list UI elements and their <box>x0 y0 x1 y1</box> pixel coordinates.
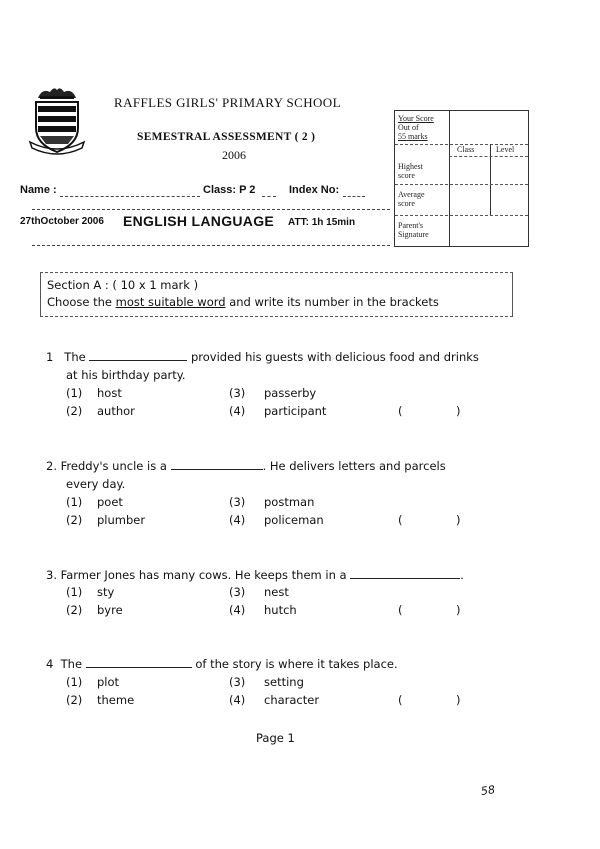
answer-blank[interactable] <box>171 459 263 470</box>
answer-bracket-close[interactable]: ) <box>456 603 461 617</box>
page-number: Page 1 <box>256 731 295 745</box>
answer-bracket-close[interactable]: ) <box>456 404 461 418</box>
total-marks-label: 55 marks <box>398 132 428 141</box>
level-column-header: Level <box>496 145 515 154</box>
option-text: participant <box>264 404 327 418</box>
average-score-label-2: score <box>398 199 415 208</box>
parent-signature-label: Parent's <box>398 221 423 230</box>
exam-subject: ENGLISH LANGUAGE <box>123 213 275 229</box>
answer-bracket-open[interactable]: ( <box>398 404 403 418</box>
divider-line <box>32 209 390 210</box>
index-label: Index No: <box>289 184 340 196</box>
school-crest-logo <box>28 84 86 156</box>
option-text: author <box>97 404 135 418</box>
your-score-label: Your Score <box>398 114 434 123</box>
option-text: character <box>264 693 320 707</box>
assessment-title: SEMESTRAL ASSESSMENT ( 2 ) <box>137 131 316 143</box>
parent-signature-label-2: Signature <box>398 230 429 239</box>
score-table <box>394 110 529 247</box>
average-score-label: Average <box>398 190 425 199</box>
answer-bracket-open[interactable]: ( <box>398 693 403 707</box>
handwritten-mark: 58 <box>480 783 496 798</box>
option-text: passerby <box>264 386 317 400</box>
option-text: byre <box>97 603 123 617</box>
question-2: 2. Freddy's uncle is a . He delivers letters and parcels <box>46 459 446 473</box>
question-3: 3. Farmer Jones has many cows. He keeps them in a . <box>46 568 464 582</box>
option-number: (3) <box>229 495 246 509</box>
exam-duration: ATT: 1h 15min <box>288 217 356 228</box>
assessment-year: 2006 <box>222 148 246 162</box>
answer-blank[interactable] <box>86 657 192 668</box>
class-field[interactable] <box>262 196 276 197</box>
option-number: (4) <box>229 603 246 617</box>
name-field[interactable] <box>60 196 200 197</box>
option-number: (4) <box>229 693 246 707</box>
option-number: (1) <box>66 386 83 400</box>
name-label: Name : <box>20 184 57 196</box>
option-text: poet <box>97 495 123 509</box>
answer-blank[interactable] <box>89 350 187 361</box>
option-number: (2) <box>66 404 83 418</box>
option-text: sty <box>97 585 115 599</box>
option-text: nest <box>264 585 289 599</box>
answer-bracket-close[interactable]: ) <box>456 693 461 707</box>
option-number: (3) <box>229 386 246 400</box>
question-1: 1 The provided his guests with delicious food and drinks <box>46 350 479 364</box>
option-text: policeman <box>264 513 324 527</box>
out-of-label: Out of <box>398 123 419 132</box>
index-field[interactable] <box>343 196 365 197</box>
option-number: (2) <box>66 693 83 707</box>
exam-date: 27thOctober 2006 <box>20 216 104 227</box>
class-column-header: Class <box>457 145 475 154</box>
answer-bracket-open[interactable]: ( <box>398 513 403 527</box>
option-number: (2) <box>66 603 83 617</box>
option-number: (3) <box>229 585 246 599</box>
section-title: Section A : ( 10 x 1 mark ) <box>47 278 199 292</box>
option-text: hutch <box>264 603 297 617</box>
school-name: RAFFLES GIRLS' PRIMARY SCHOOL <box>114 95 341 110</box>
question-1-line-2: at his birthday party. <box>66 368 186 382</box>
option-number: (1) <box>66 675 83 689</box>
option-number: (4) <box>229 404 246 418</box>
option-text: plot <box>97 675 120 689</box>
option-number: (2) <box>66 513 83 527</box>
question-2-line-2: every day. <box>66 477 126 491</box>
option-text: theme <box>97 693 135 707</box>
option-text: host <box>97 386 122 400</box>
class-label: Class: P 2 <box>203 184 256 196</box>
highest-score-label: Highest <box>398 162 423 171</box>
answer-bracket-open[interactable]: ( <box>398 603 403 617</box>
answer-blank[interactable] <box>350 568 460 579</box>
divider-line <box>32 245 390 246</box>
option-text: postman <box>264 495 315 509</box>
highest-score-label-2: score <box>398 171 415 180</box>
option-text: plumber <box>97 513 146 527</box>
answer-bracket-close[interactable]: ) <box>456 513 461 527</box>
option-number: (1) <box>66 585 83 599</box>
option-number: (3) <box>229 675 246 689</box>
option-text: setting <box>264 675 304 689</box>
option-number: (1) <box>66 495 83 509</box>
option-number: (4) <box>229 513 246 527</box>
section-instruction: Choose the most suitable word and write its number in the brackets <box>47 295 439 309</box>
question-4: 4 The of the story is where it takes place. <box>46 657 398 671</box>
